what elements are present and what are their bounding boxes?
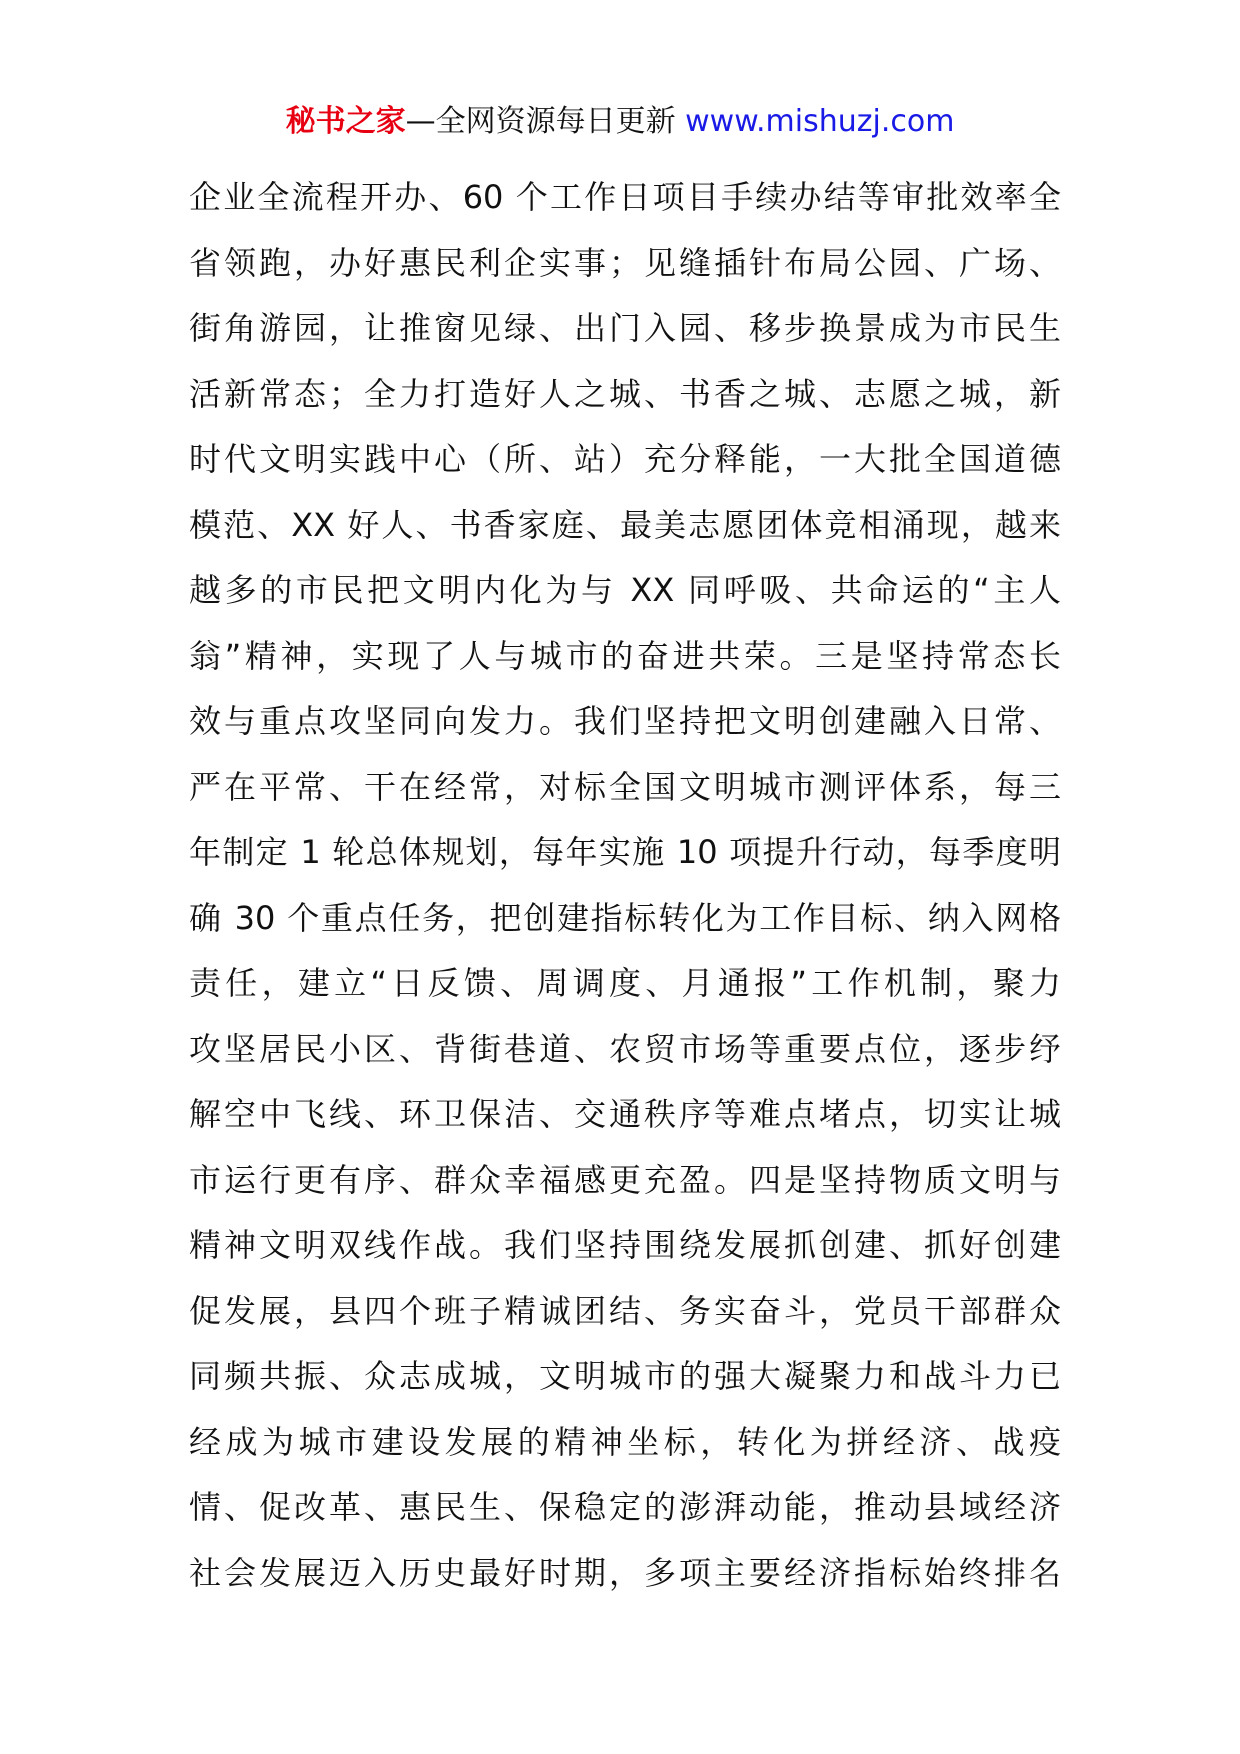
body-line: 街角游园，让推窗见绿、出门入园、移步换景成为市民生 (189, 309, 1061, 347)
body-line: 企业全流程开办、60 个工作日项目手续办结等审批效率全 (189, 178, 1061, 216)
body-line: 精神文明双线作战。我们坚持围绕发展抓创建、抓好创建 (189, 1226, 1061, 1264)
body-line: 时代文明实践中心（所、站）充分释能，一大批全国道德 (189, 440, 1061, 478)
page-header (0, 100, 1240, 144)
body-line: 市运行更有序、群众幸福感更充盈。四是坚持物质文明与 (189, 1160, 1061, 1199)
body-line: 翁”精神，实现了人与城市的奋进共荣。三是坚持常态长 (189, 636, 1061, 675)
body-line: 社会发展迈入历史最好时期，多项主要经济指标始终排名 (189, 1553, 1061, 1592)
header-brand: 秘书之家 (285, 104, 406, 139)
body-line: 省领跑，办好惠民利企实事；见缝插针布局公园、广场、 (189, 243, 1061, 282)
header-slogan: —全网资源每日更新 (405, 104, 676, 139)
body-line: 促发展，县四个班子精诚团结、务实奋斗，党员干部群众 (189, 1291, 1061, 1330)
body-line: 模范、XX 好人、书香家庭、最美志愿团体竞相涌现，越来 (189, 505, 1061, 544)
body-line: 越多的市民把文明内化为与 XX 同呼吸、共命运的“主人 (189, 571, 1061, 609)
body-line: 解空中飞线、环卫保洁、交通秩序等难点堵点，切实让城 (189, 1095, 1061, 1133)
body-line: 年制定 1 轮总体规划，每年实施 10 项提升行动，每季度明 (189, 833, 1061, 871)
body-line: 经成为城市建设发展的精神坐标，转化为拼经济、战疫 (189, 1422, 1061, 1461)
body-line: 同频共振、众志成城，文明城市的强大凝聚力和战斗力已 (189, 1357, 1061, 1395)
body-line: 责任，建立“日反馈、周调度、月通报”工作机制，聚力 (189, 964, 1061, 1002)
body-line: 攻坚居民小区、背街巷道、农贸市场等重要点位，逐步纾 (189, 1029, 1061, 1068)
document-body (189, 165, 1061, 1606)
body-line: 严在平常、干在经常，对标全国文明城市测评体系，每三 (189, 767, 1061, 806)
body-line: 确 30 个重点任务，把创建指标转化为工作目标、纳入网格 (189, 898, 1061, 937)
body-line: 活新常态；全力打造好人之城、书香之城、志愿之城，新 (189, 374, 1061, 413)
header-url-link[interactable]: www.mishuzj.com (685, 104, 955, 139)
body-line: 效与重点攻坚同向发力。我们坚持把文明创建融入日常、 (189, 702, 1061, 740)
body-line: 情、促改革、惠民生、保稳定的澎湃动能，推动县域经济 (189, 1488, 1061, 1526)
